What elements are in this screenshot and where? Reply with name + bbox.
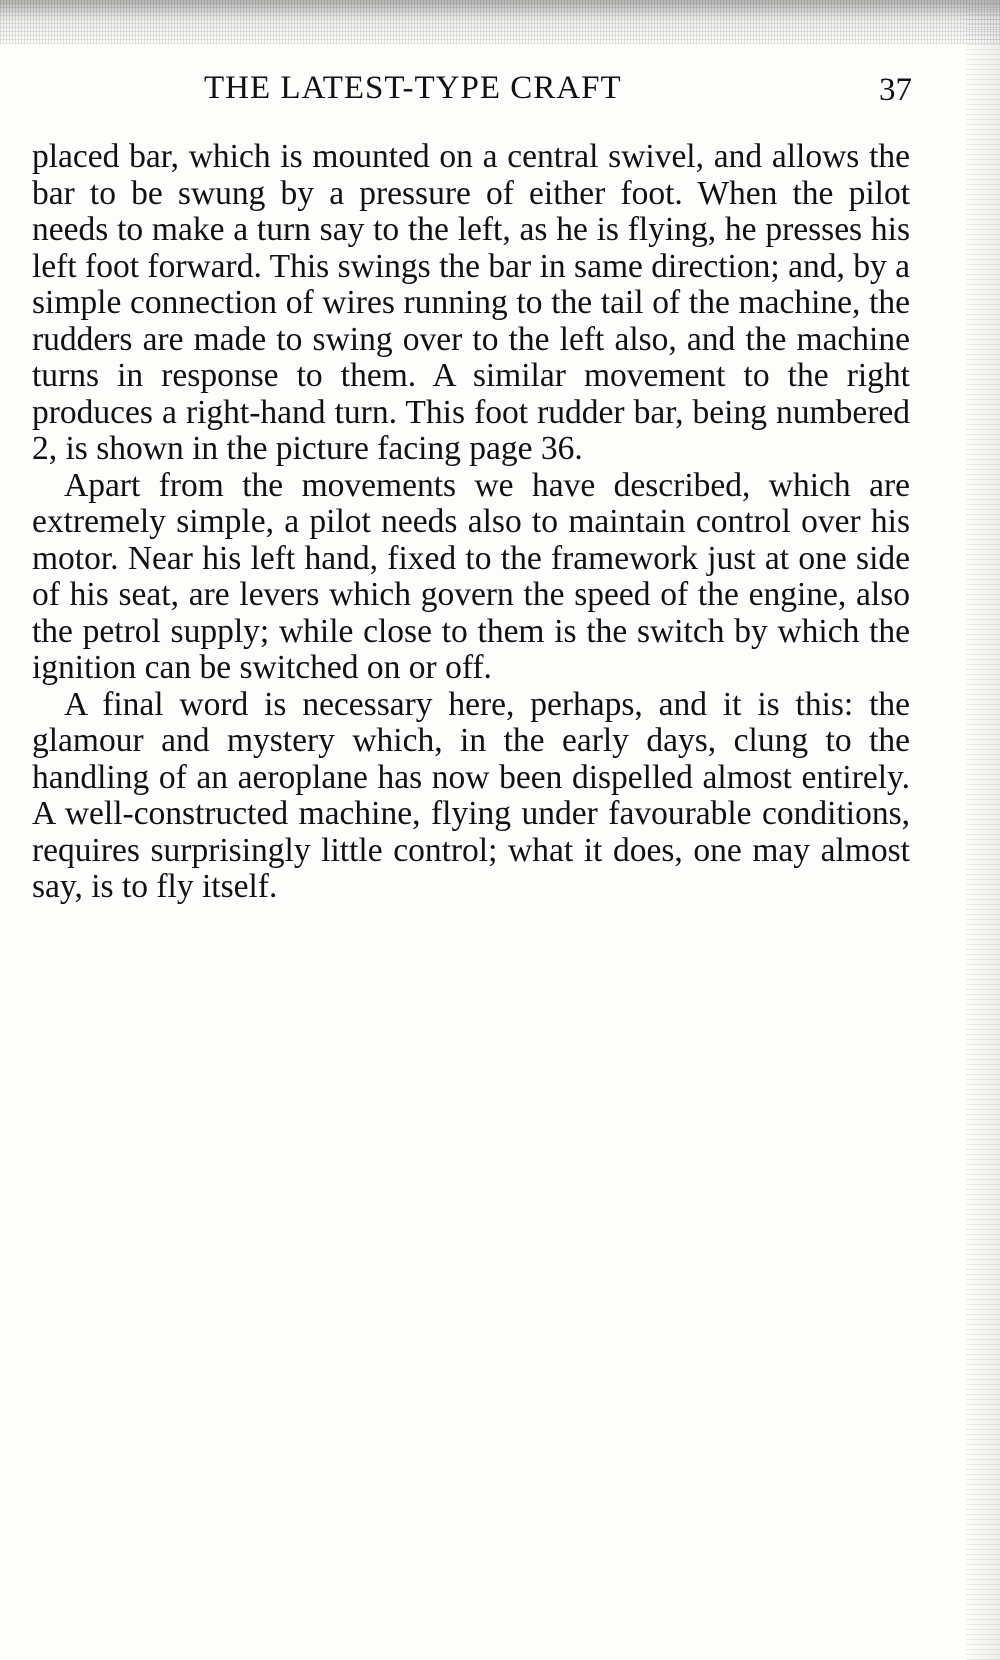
scan-right-edge [966,0,1000,1660]
scan-top-edge [0,0,1000,44]
running-head [32,70,912,118]
page-number: 37 [879,72,912,108]
paragraph-3: A final word is necessary here, perhaps, and it is this: the glamour and mystery which, in the early days, clung to the handling of an aeroplane has now been dispelled almost entirely. A well-constructed machine, flying under favourable conditions, requires surprisingly little control; what it does, one may almost say, is to fly itself. [32,685,910,905]
paragraph-1: placed bar, which is mounted on a central swivel, and allows the bar to be swung by a pressure of either foot. When the pilot needs to make a turn say to the left, as he is flying, he presses his left foot forward. This swings the bar in same direction; and, by a simple connection of wires running to the tail of the machine, the rudders are made to swing over to the left also, and the machine turns in response to them. A similar movement to the right produces a right-hand turn. This foot rudder bar, being numbered 2, is shown in the picture facing page 36. [32,138,910,467]
paragraph-2: Apart from the movements we have described, which are extremely simple, a pilot needs also to maintain control over his motor. Near his left hand, fixed to the framework just at one side of his seat, are levers which govern the speed of the engine, also the petrol supply; while close to them is the switch by which the ignition can be switched on or off. [32,466,910,686]
running-head-title: THE LATEST-TYPE CRAFT [204,70,622,106]
body-text [32,139,910,906]
